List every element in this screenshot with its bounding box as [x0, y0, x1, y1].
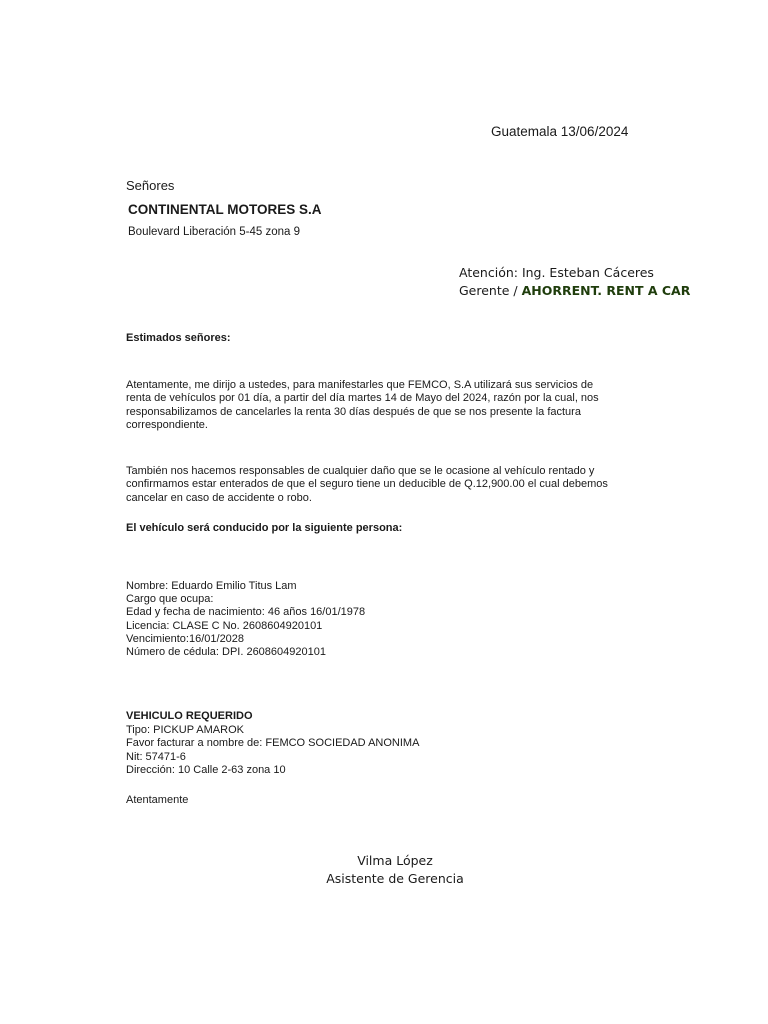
- vehicle-address: Dirección: 10 Calle 2-63 zona 10: [126, 764, 286, 776]
- paragraph-line: renta de vehículos por 01 día, a partir del día martes 14 de Mayo del 2024, razón por la cual, nos: [126, 392, 599, 405]
- driver-license-expiry: Vencimiento:16/01/2028: [126, 632, 245, 645]
- vehicle-type: Tipo: PICKUP AMAROK: [126, 723, 244, 736]
- closing: Atentamente: [126, 794, 189, 806]
- signature-name: Vilma López: [357, 853, 433, 868]
- vehicle-nit: Nit: 57471-6: [126, 750, 186, 763]
- paragraph-rental-terms: [126, 379, 599, 432]
- driver-id-number: Número de cédula: DPI. 2608604920101: [126, 646, 326, 659]
- paragraph-line: responsabilizamos de cancelarles la renta 30 días después de que se nos presente la factura: [126, 405, 581, 418]
- attention-role-line: [459, 282, 690, 300]
- paragraph-line: cancelar en caso de accidente o robo.: [126, 491, 312, 504]
- attention-company: AHORRENT. RENT A CAR: [521, 283, 691, 298]
- driver-age-birth: Edad y fecha de nacimiento: 46 años 16/01/1978: [126, 606, 366, 619]
- driver-heading: El vehículo será conducido por la siguiente persona:: [126, 522, 403, 534]
- driver-license: Licencia: CLASE C No. 2608604920101: [126, 619, 323, 632]
- paragraph-liability: [126, 465, 608, 505]
- attention-line: Atención: Ing. Esteban Cáceres: [459, 265, 654, 280]
- vehicle-heading: VEHICULO REQUERIDO: [126, 710, 253, 722]
- letter-date: Guatemala 13/06/2024: [491, 124, 629, 139]
- vehicle-info: [126, 710, 419, 778]
- signature-block: [0, 852, 768, 888]
- greeting: Estimados señores:: [126, 332, 231, 344]
- driver-position: Cargo que ocupa:: [126, 593, 214, 606]
- recipient-company: CONTINENTAL MOTORES S.A: [128, 202, 322, 217]
- paragraph-line: También nos hacemos responsables de cualquier daño que se le ocasione al vehículo rentado y: [126, 465, 595, 477]
- recipient-address: Boulevard Liberación 5-45 zona 9: [128, 226, 300, 238]
- paragraph-line: correspondiente.: [126, 418, 208, 431]
- driver-name: Nombre: Eduardo Emilio Titus Lam: [126, 580, 297, 592]
- recipient-salutation: Señores: [126, 178, 175, 193]
- paragraph-line: Atentamente, me dirijo a ustedes, para manifestarles que FEMCO, S.A utilizará sus servicios de: [126, 379, 594, 391]
- attention-role: Gerente /: [459, 283, 522, 298]
- attention-block: [459, 264, 690, 300]
- driver-info: [126, 580, 365, 659]
- vehicle-invoice-to: Favor facturar a nombre de: FEMCO SOCIEDAD ANONIMA: [126, 737, 420, 749]
- signature-title: Asistente de Gerencia: [326, 871, 464, 886]
- paragraph-line: confirmamos estar enterados de que el seguro tiene un deducible de Q.12,900.00 el cual debemos: [126, 478, 608, 491]
